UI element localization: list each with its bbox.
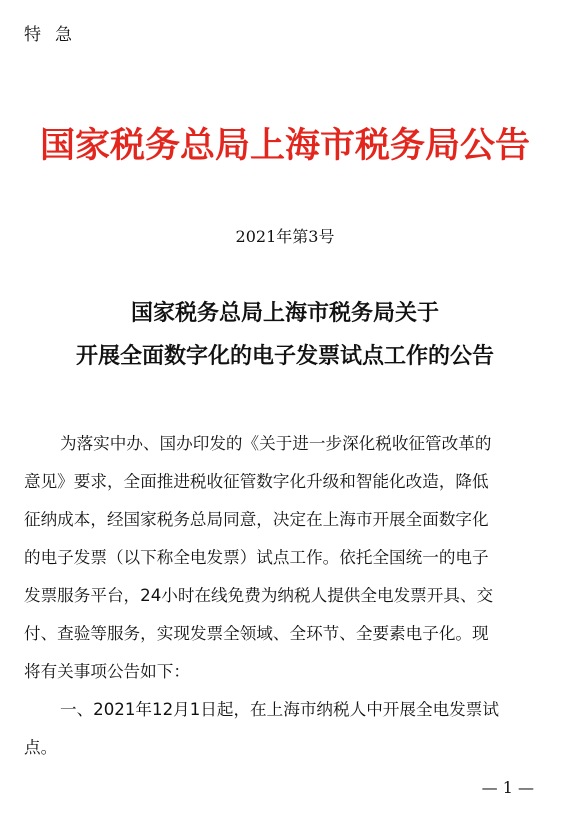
body-line: 征纳成本，经国家税务总局同意，决定在上海市开展全面数字化 bbox=[24, 510, 489, 529]
document-title-line-2: 开展全面数字化的电子发票试点工作的公告 bbox=[75, 343, 494, 369]
body-line: 将有关事项公告如下： bbox=[24, 662, 190, 681]
body-line: 付、查验等服务，实现发票全领域、全环节、全要素电子化。现 bbox=[24, 624, 489, 643]
document-masthead: 国家税务总局上海市税务局公告 bbox=[39, 125, 530, 166]
body-line: 发票服务平台，24小时在线免费为纳税人提供全电发票开具、交 bbox=[24, 586, 494, 605]
document-title-line-1: 国家税务总局上海市税务局关于 bbox=[130, 300, 439, 326]
body-line: 一、2021年12月1日起，在上海市纳税人中开展全电发票试 bbox=[60, 700, 499, 719]
body-line: 意见》要求，全面推进税收征管数字化升级和智能化改造，降低 bbox=[24, 472, 489, 491]
page-number: — 1 — bbox=[481, 778, 534, 797]
body-line: 为落实中办、国办印发的《关于进一步深化税收征管改革的 bbox=[60, 434, 492, 453]
body-line: 的电子发票（以下称全电发票）试点工作。依托全国统一的电子 bbox=[24, 548, 489, 567]
document-number: 2021年第3号 bbox=[235, 227, 335, 246]
body-line: 点。 bbox=[24, 738, 58, 757]
urgency-label: 特急 bbox=[24, 25, 86, 45]
